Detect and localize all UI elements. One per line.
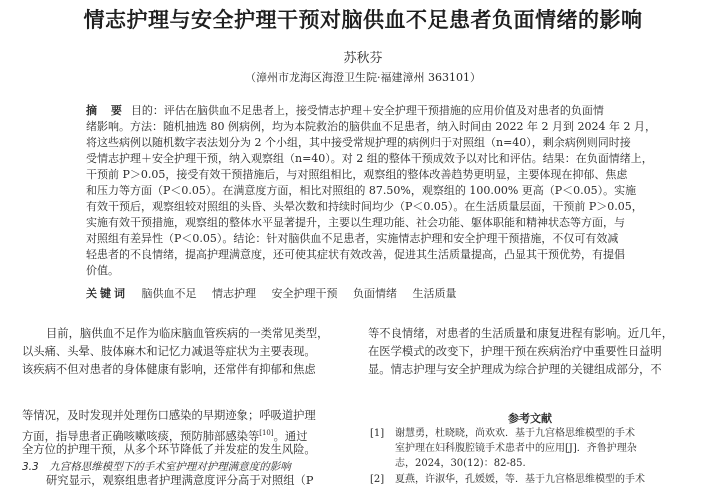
page-divider <box>14 398 714 399</box>
abstract-line: 干预前 P＞0.05，接受有效干预措施后，与对照组相比，观察组的整体改善趋势更明显，主要体现在抑郁、焦虑 <box>86 168 628 181</box>
abstract-label: 摘 要 <box>86 104 127 117</box>
lower-left-line: 等情况，及时发现并处理伤口感染的早期迹象；呼吸道护理 <box>22 409 316 422</box>
abstract-line: 对照组有差异性（P＜0.05）。结论：针对脑供血不足患者，实施情志护理和安全护理干预措施，不仅可有效减 <box>86 232 619 245</box>
lower-left-line: 全方位的护理干预，从多个环节降低了并发症的发生风险。 <box>22 443 316 456</box>
body-right-line: 等不良情绪，对患者的生活质量和康复进程有影响。近几年， <box>368 327 674 340</box>
keywords-label: 关键词 <box>86 287 128 300</box>
reference-line: 谢慧勇，杜晓晓，尚欢欢．基于九宫格思维模型的手术 <box>395 428 635 439</box>
body-left-line: 该疾病不但对患者的身体健康有影响，还常伴有抑郁和焦虑 <box>22 363 316 376</box>
keyword: 脑供血不足 <box>141 287 197 300</box>
keyword: 情志护理 <box>212 287 256 300</box>
abstract-line: 实施有效干预措施，观察组的整体水平显著提升，主要以生理功能、社会功能、躯体职能和精神状态等方面，与 <box>86 216 625 229</box>
body-right-line: 显。情志护理与安全护理成为综合护理的关键组成部分，不 <box>368 363 662 376</box>
reference-line: 志，2024，30(12)：82-85. <box>395 458 526 469</box>
reference-line: 夏燕，许淑华，孔媛媛，等．基于九宫格思维模型的手术 <box>395 474 645 485</box>
abstract-line: 绪影响。方法：随机抽选 80 例病例，均为本院救治的脑供血不足患者，纳入时间由 2022 年 2 月到 2024 年 2 月， <box>86 120 656 133</box>
body-left-line: 以头痛、头晕、肢体麻木和记忆力减退等症状为主要表现。 <box>22 345 316 358</box>
affiliation: （漳州市龙海区海澄卫生院·福建漳州 363101） <box>245 71 481 84</box>
body-right-line: 在医学模式的改变下，护理干预在疾病治疗中重要性日益明 <box>368 345 662 358</box>
keyword: 安全护理干预 <box>271 287 338 300</box>
lower-left-line: 研究显示，观察组患者护理满意度评分高于对照组（P <box>46 474 314 487</box>
abstract-line: 轻患者的不良情绪，提高护理满意度，还可使其症状有效改善，促进其生活质量提高，凸显其干预优势，有提倡 <box>86 248 625 261</box>
abstract-line: 价值。 <box>86 264 119 277</box>
reference-number: [2] <box>370 474 385 485</box>
citation-marker: [10] <box>259 429 274 437</box>
paper-title: 情志护理与安全护理干预对脑供血不足患者负面情绪的影响 <box>83 8 643 32</box>
abstract-line: 受情志护理＋安全护理干预，纳入观察组（n=40）。对 2 组的整体干预成效予以对比和评估。结果：在负面情绪上， <box>86 152 653 165</box>
reference-line: 室护理在妇科腹腔镜手术患者中的应用[J]．齐鲁护理杂 <box>395 443 637 454</box>
reference-number: [1] <box>370 428 385 439</box>
abstract-line: 将这些病例以随机数字表法划分为 2 个小组，其中接受常规护理的病例归于对照组（n=40），剩余病例则同时接 <box>86 136 631 149</box>
author-name: 苏秋芬 <box>343 51 383 66</box>
references-title: 参考文献 <box>508 412 552 425</box>
keywords <box>86 285 469 301</box>
abstract-line: 和压力等方面（P＜0.05）。在满意度方面，相比对照组的 87.50%，观察组的 100.00% 更高（P＜0.05）。实施 <box>86 184 637 197</box>
abstract-line: 摘 要 目的：评估在脑供血不足患者上，接受情志护理＋安全护理干预措施的应用价值及对患者的负面情 <box>86 104 604 117</box>
abstract-line: 有效干预后，观察组较对照组的头昏、头晕次数和持续时间均少（P＜0.05）。在生活质量层面，干预前 P＞0.05， <box>86 200 643 213</box>
lower-left-line: 方面，指导患者正确咳嗽咳痰，预防肺部感染等[10]。通过 <box>22 429 308 443</box>
keyword: 负面情绪 <box>353 287 397 300</box>
keyword: 生活质量 <box>412 287 457 300</box>
section-heading: 3.3 九宫格思维模型下的手术室护理对护理满意度的影响 <box>22 461 291 473</box>
body-left-line: 目前，脑供血不足作为临床脑血管疾病的一类常见类型， <box>46 327 329 340</box>
